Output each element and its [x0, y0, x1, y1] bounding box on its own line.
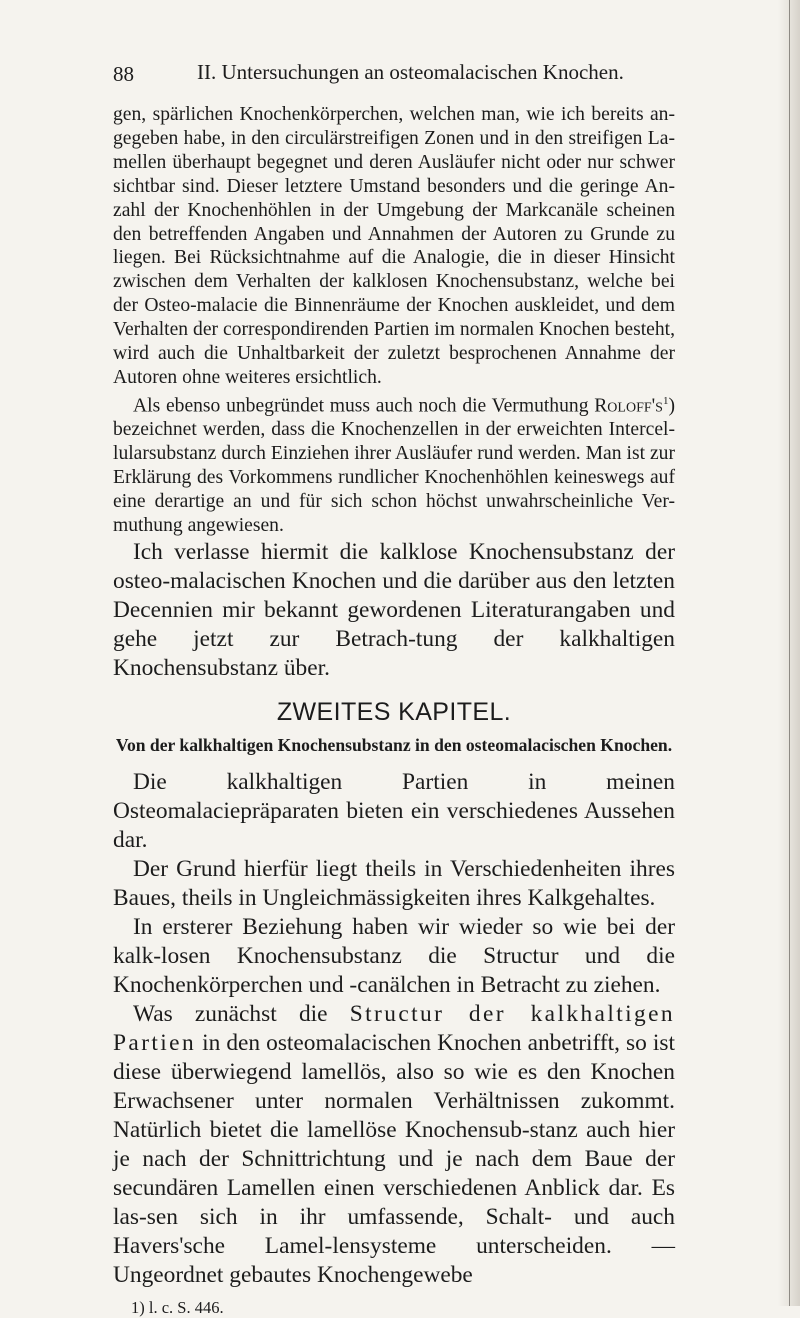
paragraph-2-text-start: Als ebenso unbegründet muss auch noch die Vermuthung — [133, 395, 595, 417]
paragraph-4: Die kalkhaltigen Partien in meinen Osteomalaciepräparaten bieten ein verschiedenes Aussehen dar. — [113, 768, 675, 853]
page-header — [113, 58, 673, 88]
paragraph-2 — [113, 390, 675, 538]
paragraph-3: Ich verlasse hiermit die kalklose Knochensubstanz der osteo-malacischen Knochen und die darüber aus den letzten Decennien mir bekannt gewordenen Literaturangaben und gehe jetzt zur Betrach-tung der kalkhaltigen Knochensubstanz über. — [113, 538, 675, 681]
page-edge-line — [789, 0, 790, 1306]
paragraph-6: In ersterer Beziehung haben wir wieder so wie bei der kalk-losen Knochensubstanz die Structur und die Knochenkörperchen und -canälchen in Betracht zu ziehen. — [113, 913, 675, 998]
paragraph-7 — [113, 1000, 675, 1290]
footnote: 1) l. c. S. 446. — [131, 1297, 224, 1317]
author-name: Roloff's — [594, 395, 663, 417]
chapter-subtitle: Von der kalkhaltigen Knochensubstanz in den osteomalacischen Knochen. — [115, 734, 673, 755]
paragraph-5: Der Grund hierfür liegt theils in Verschiedenheiten ihres Baues, theils in Ungleichmässigkeiten ihres Kalkgehaltes. — [113, 855, 675, 911]
paragraph-1: gen, spärlichen Knochenkörperchen, welchen man, wie ich bereits an-gegeben habe, in den circulärstreifigen Zonen und in den streifigen La-mellen überhaupt begegnet und deren Ausläufer nicht oder nur schwer sichtbar sind. Dieser letztere Umstand besonders und die geringe An-zahl der Knochenhöhlen in der Umgebung der Markcanäle scheinen den betreffenden Angaben und Annahmen der Autoren zu Grunde zu liegen. Bei Rücksichtnahme auf die Analogie, die in dieser Hinsicht zwischen dem Verhalten der kalklosen Knochensubstanz, welche bei der Osteo-malacie die Binnenräume der Knochen auskleidet, und dem Verhalten der correspondirenden Partien im normalen Knochen besteht, wird auch die Unhaltbarkeit der zuletzt besprochenen Annahme der Autoren ohne weiteres ersichtlich. — [113, 104, 675, 388]
running-head: II. Untersuchungen an osteomalacischen Knochen. — [197, 60, 624, 84]
page-number: 88 — [113, 62, 134, 86]
page-body — [113, 103, 675, 1318]
paragraph-7-text-start: Was zunächst die — [133, 1000, 350, 1027]
chapter-title: ZWEITES KAPITEL. — [276, 697, 512, 726]
paragraph-2-text-end: ) bezeichnet werden, dass die Knochenzellen in der erweichten Intercel-lularsubstanz durch Einziehen ihrer Ausläufer rund werden. Man ist zur Erklärung des Vorkommens rundlicher Knochenhöhlen keineswegs auf eine derartige an und für sich schon höchst unwahrscheinliche Ver-muthung angewiesen. — [113, 395, 675, 536]
paragraph-7-text-end: in den osteomalacischen Knochen anbetrifft, so ist diese überwiegend lamellös, also so wie es den Knochen Erwachsener unter normalen Verhältnissen zukommt. Natürlich bietet die lamellöse Knochensub-stanz auch hier je nach der Schnittrichtung und je nach dem Baue der secundären Lamellen einen verschiedenen Anblick dar. Es las-sen sich in ihr umfassende, Schalt- und auch Havers'sche Lamel-lensysteme unterscheiden. — Ungeordnet gebautes Knochengewebe — [113, 1029, 675, 1288]
spaced-emphasis: Structur der kalkhaltigen Partien — [113, 1000, 675, 1056]
footnote-marker: 1 — [662, 394, 669, 407]
